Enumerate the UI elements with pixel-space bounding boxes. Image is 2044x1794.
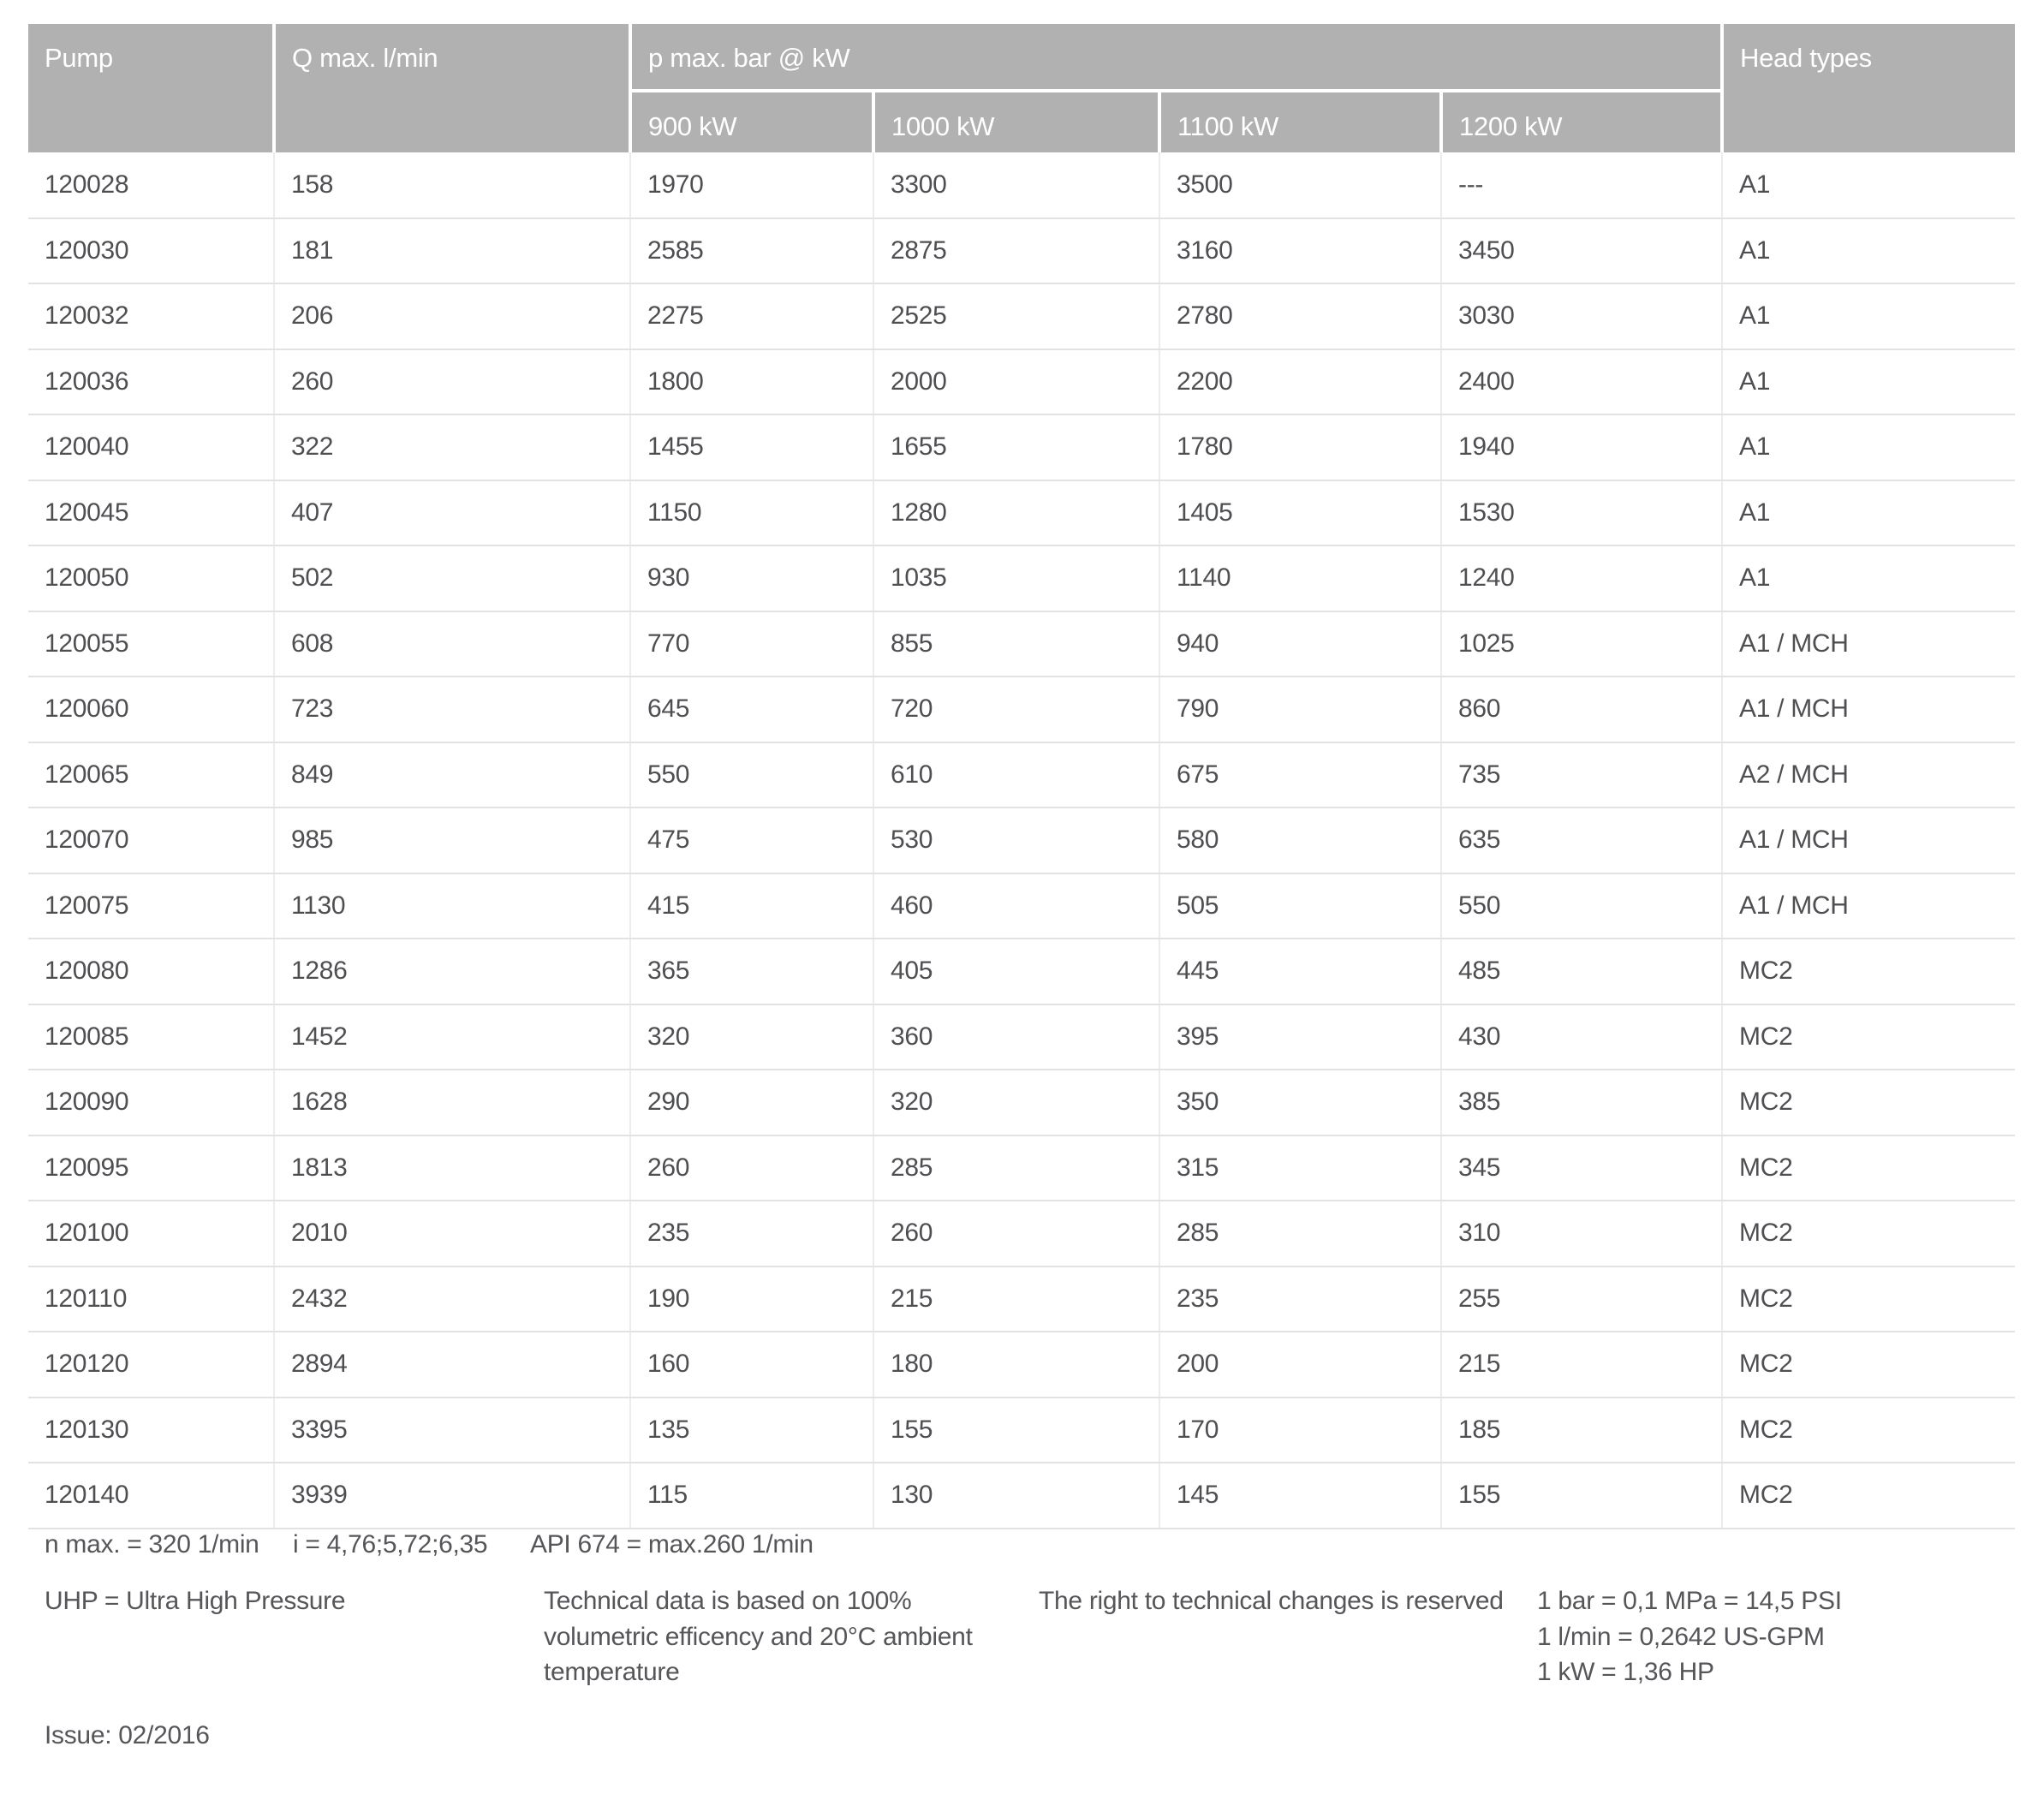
table-row — [28, 283, 2015, 349]
p-1100kw-cell: 3160 — [1159, 218, 1441, 284]
pump-cell: 120075 — [28, 873, 274, 939]
p-900kw-cell: 235 — [630, 1201, 873, 1267]
head-types-cell: A1 / MCH — [1722, 676, 2015, 742]
p-900kw-cell: 290 — [630, 1070, 873, 1135]
p-1200kw-cell: 485 — [1441, 939, 1722, 1004]
p-1100kw-cell: 1780 — [1159, 414, 1441, 480]
p-1200kw-cell: 1240 — [1441, 545, 1722, 611]
p-900kw-cell: 1150 — [630, 480, 873, 546]
table-row — [28, 873, 2015, 939]
p-1200kw-cell: 860 — [1441, 676, 1722, 742]
table-row — [28, 480, 2015, 546]
col-header-qmax: Q max. l/min — [274, 24, 630, 152]
p-900kw-cell: 135 — [630, 1398, 873, 1463]
footnote-technical-line-1: Technical data is based on 100% — [544, 1587, 912, 1615]
pump-cell: 120055 — [28, 611, 274, 677]
p-900kw-cell: 1800 — [630, 349, 873, 415]
pump-cell: 120050 — [28, 545, 274, 611]
qmax-cell: 181 — [274, 218, 630, 284]
p-900kw-cell: 190 — [630, 1267, 873, 1332]
footnote-api-674: API 674 = max.260 1/min — [530, 1530, 813, 1559]
p-1100kw-cell: 505 — [1159, 873, 1441, 939]
table-row — [28, 414, 2015, 480]
p-1200kw-cell: 1025 — [1441, 611, 1722, 677]
table-row — [28, 808, 2015, 873]
p-1000kw-cell: 260 — [873, 1201, 1159, 1267]
table-row — [28, 1267, 2015, 1332]
pump-cell: 120040 — [28, 414, 274, 480]
p-1000kw-cell: 285 — [873, 1135, 1159, 1201]
p-1000kw-cell: 1035 — [873, 545, 1159, 611]
head-types-cell: A1 / MCH — [1722, 873, 2015, 939]
p-1200kw-cell: 3030 — [1441, 283, 1722, 349]
p-900kw-cell: 415 — [630, 873, 873, 939]
p-1000kw-cell: 360 — [873, 1004, 1159, 1070]
p-1200kw-cell: 185 — [1441, 1398, 1722, 1463]
p-1000kw-cell: 155 — [873, 1398, 1159, 1463]
qmax-cell: 2894 — [274, 1332, 630, 1398]
footnote-technical-line-3: temperature — [544, 1658, 680, 1686]
p-1200kw-cell: 155 — [1441, 1463, 1722, 1529]
p-1100kw-cell: 350 — [1159, 1070, 1441, 1135]
table-row — [28, 218, 2015, 284]
head-types-cell: MC2 — [1722, 1463, 2015, 1529]
col-header-head-types: Head types — [1722, 24, 2015, 152]
p-1200kw-cell: 1530 — [1441, 480, 1722, 546]
qmax-cell: 3939 — [274, 1463, 630, 1529]
p-1000kw-cell: 130 — [873, 1463, 1159, 1529]
footnote-technical-line-2: volumetric efficency and 20°C ambient — [544, 1622, 973, 1651]
qmax-cell: 849 — [274, 742, 630, 808]
p-1100kw-cell: 145 — [1159, 1463, 1441, 1529]
p-900kw-cell: 1970 — [630, 152, 873, 218]
head-types-cell: A1 — [1722, 218, 2015, 284]
qmax-cell: 1286 — [274, 939, 630, 1004]
p-900kw-cell: 2275 — [630, 283, 873, 349]
p-900kw-cell: 2585 — [630, 218, 873, 284]
footnote-i-ratios: i = 4,76;5,72;6,35 — [293, 1530, 488, 1559]
qmax-cell: 1813 — [274, 1135, 630, 1201]
p-900kw-cell: 645 — [630, 676, 873, 742]
p-1200kw-cell: 1940 — [1441, 414, 1722, 480]
table-row — [28, 545, 2015, 611]
p-1000kw-cell: 320 — [873, 1070, 1159, 1135]
table-row — [28, 152, 2015, 218]
pump-cell: 120080 — [28, 939, 274, 1004]
p-1100kw-cell: 315 — [1159, 1135, 1441, 1201]
head-types-cell: A1 — [1722, 414, 2015, 480]
pump-cell: 120028 — [28, 152, 274, 218]
pump-cell: 120100 — [28, 1201, 274, 1267]
p-1100kw-cell: 3500 — [1159, 152, 1441, 218]
p-1100kw-cell: 235 — [1159, 1267, 1441, 1332]
p-900kw-cell: 770 — [630, 611, 873, 677]
col-header-1100kw: 1100 kW — [1159, 91, 1441, 152]
head-types-cell: MC2 — [1722, 1267, 2015, 1332]
table-row — [28, 1201, 2015, 1267]
pump-cell: 120140 — [28, 1463, 274, 1529]
qmax-cell: 1452 — [274, 1004, 630, 1070]
qmax-cell: 158 — [274, 152, 630, 218]
p-1100kw-cell: 1140 — [1159, 545, 1441, 611]
qmax-cell: 1628 — [274, 1070, 630, 1135]
p-1100kw-cell: 200 — [1159, 1332, 1441, 1398]
qmax-cell: 502 — [274, 545, 630, 611]
p-1100kw-cell: 940 — [1159, 611, 1441, 677]
qmax-cell: 260 — [274, 349, 630, 415]
table-row — [28, 1463, 2015, 1529]
head-types-cell: A1 / MCH — [1722, 808, 2015, 873]
head-types-cell: A1 — [1722, 545, 2015, 611]
p-1000kw-cell: 855 — [873, 611, 1159, 677]
qmax-cell: 985 — [274, 808, 630, 873]
p-1000kw-cell: 610 — [873, 742, 1159, 808]
head-types-cell: MC2 — [1722, 939, 2015, 1004]
p-1100kw-cell: 580 — [1159, 808, 1441, 873]
p-1200kw-cell: 550 — [1441, 873, 1722, 939]
p-900kw-cell: 160 — [630, 1332, 873, 1398]
p-900kw-cell: 365 — [630, 939, 873, 1004]
footnote-unit-conversions — [1537, 1583, 1842, 1690]
p-1200kw-cell: 3450 — [1441, 218, 1722, 284]
p-1100kw-cell: 2780 — [1159, 283, 1441, 349]
footnote-rights-reserved: The right to technical changes is reserved — [1039, 1587, 1504, 1615]
conversion-bar-psi: 1 bar = 0,1 MPa = 14,5 PSI — [1537, 1587, 1842, 1615]
p-1000kw-cell: 2000 — [873, 349, 1159, 415]
pump-cell: 120130 — [28, 1398, 274, 1463]
table-row — [28, 611, 2015, 677]
p-1200kw-cell: 635 — [1441, 808, 1722, 873]
p-1100kw-cell: 285 — [1159, 1201, 1441, 1267]
p-1000kw-cell: 1280 — [873, 480, 1159, 546]
p-900kw-cell: 320 — [630, 1004, 873, 1070]
head-types-cell: MC2 — [1722, 1332, 2015, 1398]
p-900kw-cell: 475 — [630, 808, 873, 873]
table-row — [28, 742, 2015, 808]
p-1200kw-cell: 345 — [1441, 1135, 1722, 1201]
p-1000kw-cell: 3300 — [873, 152, 1159, 218]
col-header-pump: Pump — [28, 24, 274, 152]
conversion-kw-hp: 1 kW = 1,36 HP — [1537, 1658, 1714, 1686]
p-1000kw-cell: 1655 — [873, 414, 1159, 480]
footnote-n-max: n max. = 320 1/min — [45, 1530, 259, 1559]
head-types-cell: A1 — [1722, 283, 2015, 349]
p-1100kw-cell: 395 — [1159, 1004, 1441, 1070]
p-1100kw-cell: 2200 — [1159, 349, 1441, 415]
pump-cell: 120090 — [28, 1070, 274, 1135]
head-types-cell: A1 / MCH — [1722, 611, 2015, 677]
p-1000kw-cell: 720 — [873, 676, 1159, 742]
pump-cell: 120085 — [28, 1004, 274, 1070]
head-types-cell: A1 — [1722, 349, 2015, 415]
p-1200kw-cell: 735 — [1441, 742, 1722, 808]
qmax-cell: 608 — [274, 611, 630, 677]
issue-label: Issue: 02/2016 — [45, 1721, 210, 1749]
head-types-cell: A1 — [1722, 480, 2015, 546]
table-row — [28, 1135, 2015, 1201]
table-row — [28, 1004, 2015, 1070]
p-1000kw-cell: 530 — [873, 808, 1159, 873]
table-row — [28, 1332, 2015, 1398]
p-1100kw-cell: 445 — [1159, 939, 1441, 1004]
table-row — [28, 939, 2015, 1004]
head-types-cell: MC2 — [1722, 1004, 2015, 1070]
p-1200kw-cell: 215 — [1441, 1332, 1722, 1398]
table-row — [28, 1398, 2015, 1463]
qmax-cell: 407 — [274, 480, 630, 546]
p-1200kw-cell: 2400 — [1441, 349, 1722, 415]
qmax-cell: 723 — [274, 676, 630, 742]
table-row — [28, 1070, 2015, 1135]
p-1200kw-cell: 310 — [1441, 1201, 1722, 1267]
p-900kw-cell: 930 — [630, 545, 873, 611]
table-body — [28, 152, 2015, 1529]
pump-cell: 120060 — [28, 676, 274, 742]
footnote-technical-basis — [544, 1583, 973, 1690]
table-row — [28, 676, 2015, 742]
footnote-uhp: UHP = Ultra High Pressure — [45, 1587, 346, 1615]
p-1000kw-cell: 460 — [873, 873, 1159, 939]
head-types-cell: MC2 — [1722, 1201, 2015, 1267]
col-header-pmax-group: p max. bar @ kW — [630, 24, 1722, 91]
pump-cell: 120110 — [28, 1267, 274, 1332]
p-1200kw-cell: 430 — [1441, 1004, 1722, 1070]
p-900kw-cell: 550 — [630, 742, 873, 808]
p-1000kw-cell: 405 — [873, 939, 1159, 1004]
p-1200kw-cell: 255 — [1441, 1267, 1722, 1332]
p-1000kw-cell: 2525 — [873, 283, 1159, 349]
head-types-cell: A2 / MCH — [1722, 742, 2015, 808]
pump-cell: 120045 — [28, 480, 274, 546]
pump-cell: 120036 — [28, 349, 274, 415]
pump-cell: 120032 — [28, 283, 274, 349]
p-900kw-cell: 260 — [630, 1135, 873, 1201]
head-types-cell: MC2 — [1722, 1070, 2015, 1135]
pump-cell: 120070 — [28, 808, 274, 873]
head-types-cell: MC2 — [1722, 1398, 2015, 1463]
p-1200kw-cell: --- — [1441, 152, 1722, 218]
col-header-900kw: 900 kW — [630, 91, 873, 152]
p-900kw-cell: 115 — [630, 1463, 873, 1529]
p-900kw-cell: 1455 — [630, 414, 873, 480]
p-1000kw-cell: 2875 — [873, 218, 1159, 284]
p-1000kw-cell: 180 — [873, 1332, 1159, 1398]
table-row — [28, 349, 2015, 415]
pump-cell: 120065 — [28, 742, 274, 808]
pump-cell: 120120 — [28, 1332, 274, 1398]
p-1100kw-cell: 790 — [1159, 676, 1441, 742]
p-1100kw-cell: 675 — [1159, 742, 1441, 808]
pump-cell: 120095 — [28, 1135, 274, 1201]
p-1200kw-cell: 385 — [1441, 1070, 1722, 1135]
qmax-cell: 3395 — [274, 1398, 630, 1463]
qmax-cell: 2432 — [274, 1267, 630, 1332]
qmax-cell: 2010 — [274, 1201, 630, 1267]
col-header-1200kw: 1200 kW — [1441, 91, 1722, 152]
head-types-cell: MC2 — [1722, 1135, 2015, 1201]
qmax-cell: 322 — [274, 414, 630, 480]
p-1000kw-cell: 215 — [873, 1267, 1159, 1332]
qmax-cell: 206 — [274, 283, 630, 349]
col-header-1000kw: 1000 kW — [873, 91, 1159, 152]
p-1100kw-cell: 170 — [1159, 1398, 1441, 1463]
pump-spec-table — [28, 24, 2015, 1529]
qmax-cell: 1130 — [274, 873, 630, 939]
conversion-lmin-gpm: 1 l/min = 0,2642 US-GPM — [1537, 1622, 1825, 1651]
pump-cell: 120030 — [28, 218, 274, 284]
p-1100kw-cell: 1405 — [1159, 480, 1441, 546]
head-types-cell: A1 — [1722, 152, 2015, 218]
